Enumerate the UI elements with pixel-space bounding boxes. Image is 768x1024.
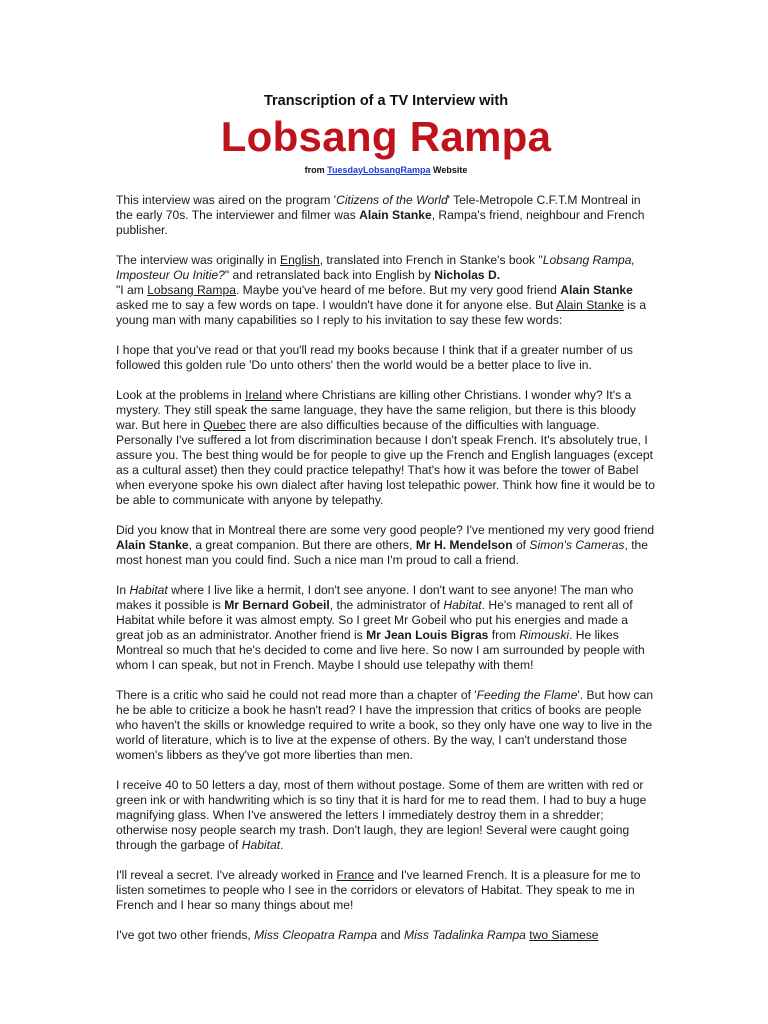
article-body <box>116 193 656 958</box>
source-suffix: Website <box>430 165 468 175</box>
link-alain-stanke[interactable]: Alain Stanke <box>555 298 624 312</box>
source-prefix: from <box>304 165 328 175</box>
link-english[interactable]: English <box>280 253 320 267</box>
paragraph-1: This interview was aired on the program 'Citizens of the World' Tele-Metropole C.F.T.M Montreal in the early 70s. The interviewer and filmer was Alain Stanke, Rampa's friend, neighbour and French publisher. <box>116 193 645 237</box>
paragraph-8: I receive 40 to 50 letters a day, most of them without postage. Some of them are written with red or green ink or with handwriting which is so tiny that it is hard for me to read them. I had to buy a huge magnifying glass. When I've answered the letters I immediately destroy them in a shredder; otherwise nosy people search my trash. Don't laugh, they are legion! Several were caught going through the garbage of Habitat. <box>116 778 647 852</box>
source-line <box>116 165 656 175</box>
paragraph-6: In Habitat where I live like a hermit, I don't see anyone. I don't want to see anyone! The man who makes it possible is Mr Bernard Gobeil, the administrator of Habitat. He's managed to rent all of Habitat while before it was almost empty. So I greet Mr Gobeil who put his energies and made a great job as an administrator. Another friend is Mr Jean Louis Bigras from Rimouski. He likes Montreal so much that he's decided to come and live here. So now I am surrounded by people with whom I can speak, but not in French. Maybe I should use telepathy with them! <box>116 583 645 672</box>
paragraph-4: Look at the problems in Ireland where Christians are killing other Christians. I wonder why? It's a mystery. They still speak the same language, they have the same religion, but there is this bloody war. But here in Quebec there are also difficulties because of the difficulties with language. Personally I've suffered a lot from discrimination because I don't speak French. It's absolutely true, I assure you. The best thing would be for people to give up the French and English languages (except as a cultural asset) then they could practice telepathy! That's how it was before the tower of Babel when everyone spoke his own dialect after having lost telepathic power. Think how fine it would be to be able to communicate with anyone by telepathy. <box>116 388 655 507</box>
page-title: Lobsang Rampa <box>220 113 552 160</box>
paragraph-10: I've got two other friends, Miss Cleopatra Rampa and Miss Tadalinka Rampa two Siamese <box>116 928 599 942</box>
paragraph-7: There is a critic who said he could not read more than a chapter of 'Feeding the Flame'. But how can he be able to criticize a book he hasn't read? I have the impression that critics of books are people who haven't the skills or knowledge required to write a book, so they only have one way to live in the world of literature, which is to live at the expense of others. By the way, I can't understand those women's libbers as they've got more liberties than men. <box>116 688 654 762</box>
link-ireland[interactable]: Ireland <box>245 388 283 402</box>
paragraph-2: The interview was originally in English, translated into French in Stanke's book "Lobsang Rampa, Imposteur Ou Initie?" and retranslated back into English by Nicholas D. "I am Lobsang Rampa. Maybe you've heard of me before. But my very good friend Alain Stanke asked me to say a few words on tape. I wouldn't have done it for anyone else. But Alain Stanke is a young man with many capabilities so I reply to his invitation to say these few words: <box>116 253 647 327</box>
paragraph-5: Did you know that in Montreal there are some very good people? I've mentioned my very good friend Alain Stanke, a great companion. But there are others, Mr H. Mendelson of Simon's Cameras, the most honest man you could find. Such a nice man I'm proud to call a friend. <box>116 523 655 567</box>
link-quebec[interactable]: Quebec <box>203 418 246 432</box>
paragraph-3: I hope that you've read or that you'll read my books because I think that if a greater number of us followed this golden rule 'Do unto others' then the world would be a better place to live in. <box>116 343 633 372</box>
link-two-siamese[interactable]: two Siamese <box>529 928 599 942</box>
paragraph-9: I'll reveal a secret. I've already worked in France and I've learned French. It is a pleasure for me to listen sometimes to people who I see in the corridors or elevators of Habitat. They speak to me in French and I hear so many things about me! <box>116 868 641 912</box>
link-france[interactable]: France <box>336 868 375 882</box>
source-link[interactable]: TuesdayLobsangRampa <box>327 165 431 175</box>
page-subtitle: Transcription of a TV Interview with <box>263 93 509 109</box>
link-lobsang-rampa[interactable]: Lobsang Rampa <box>147 283 236 297</box>
